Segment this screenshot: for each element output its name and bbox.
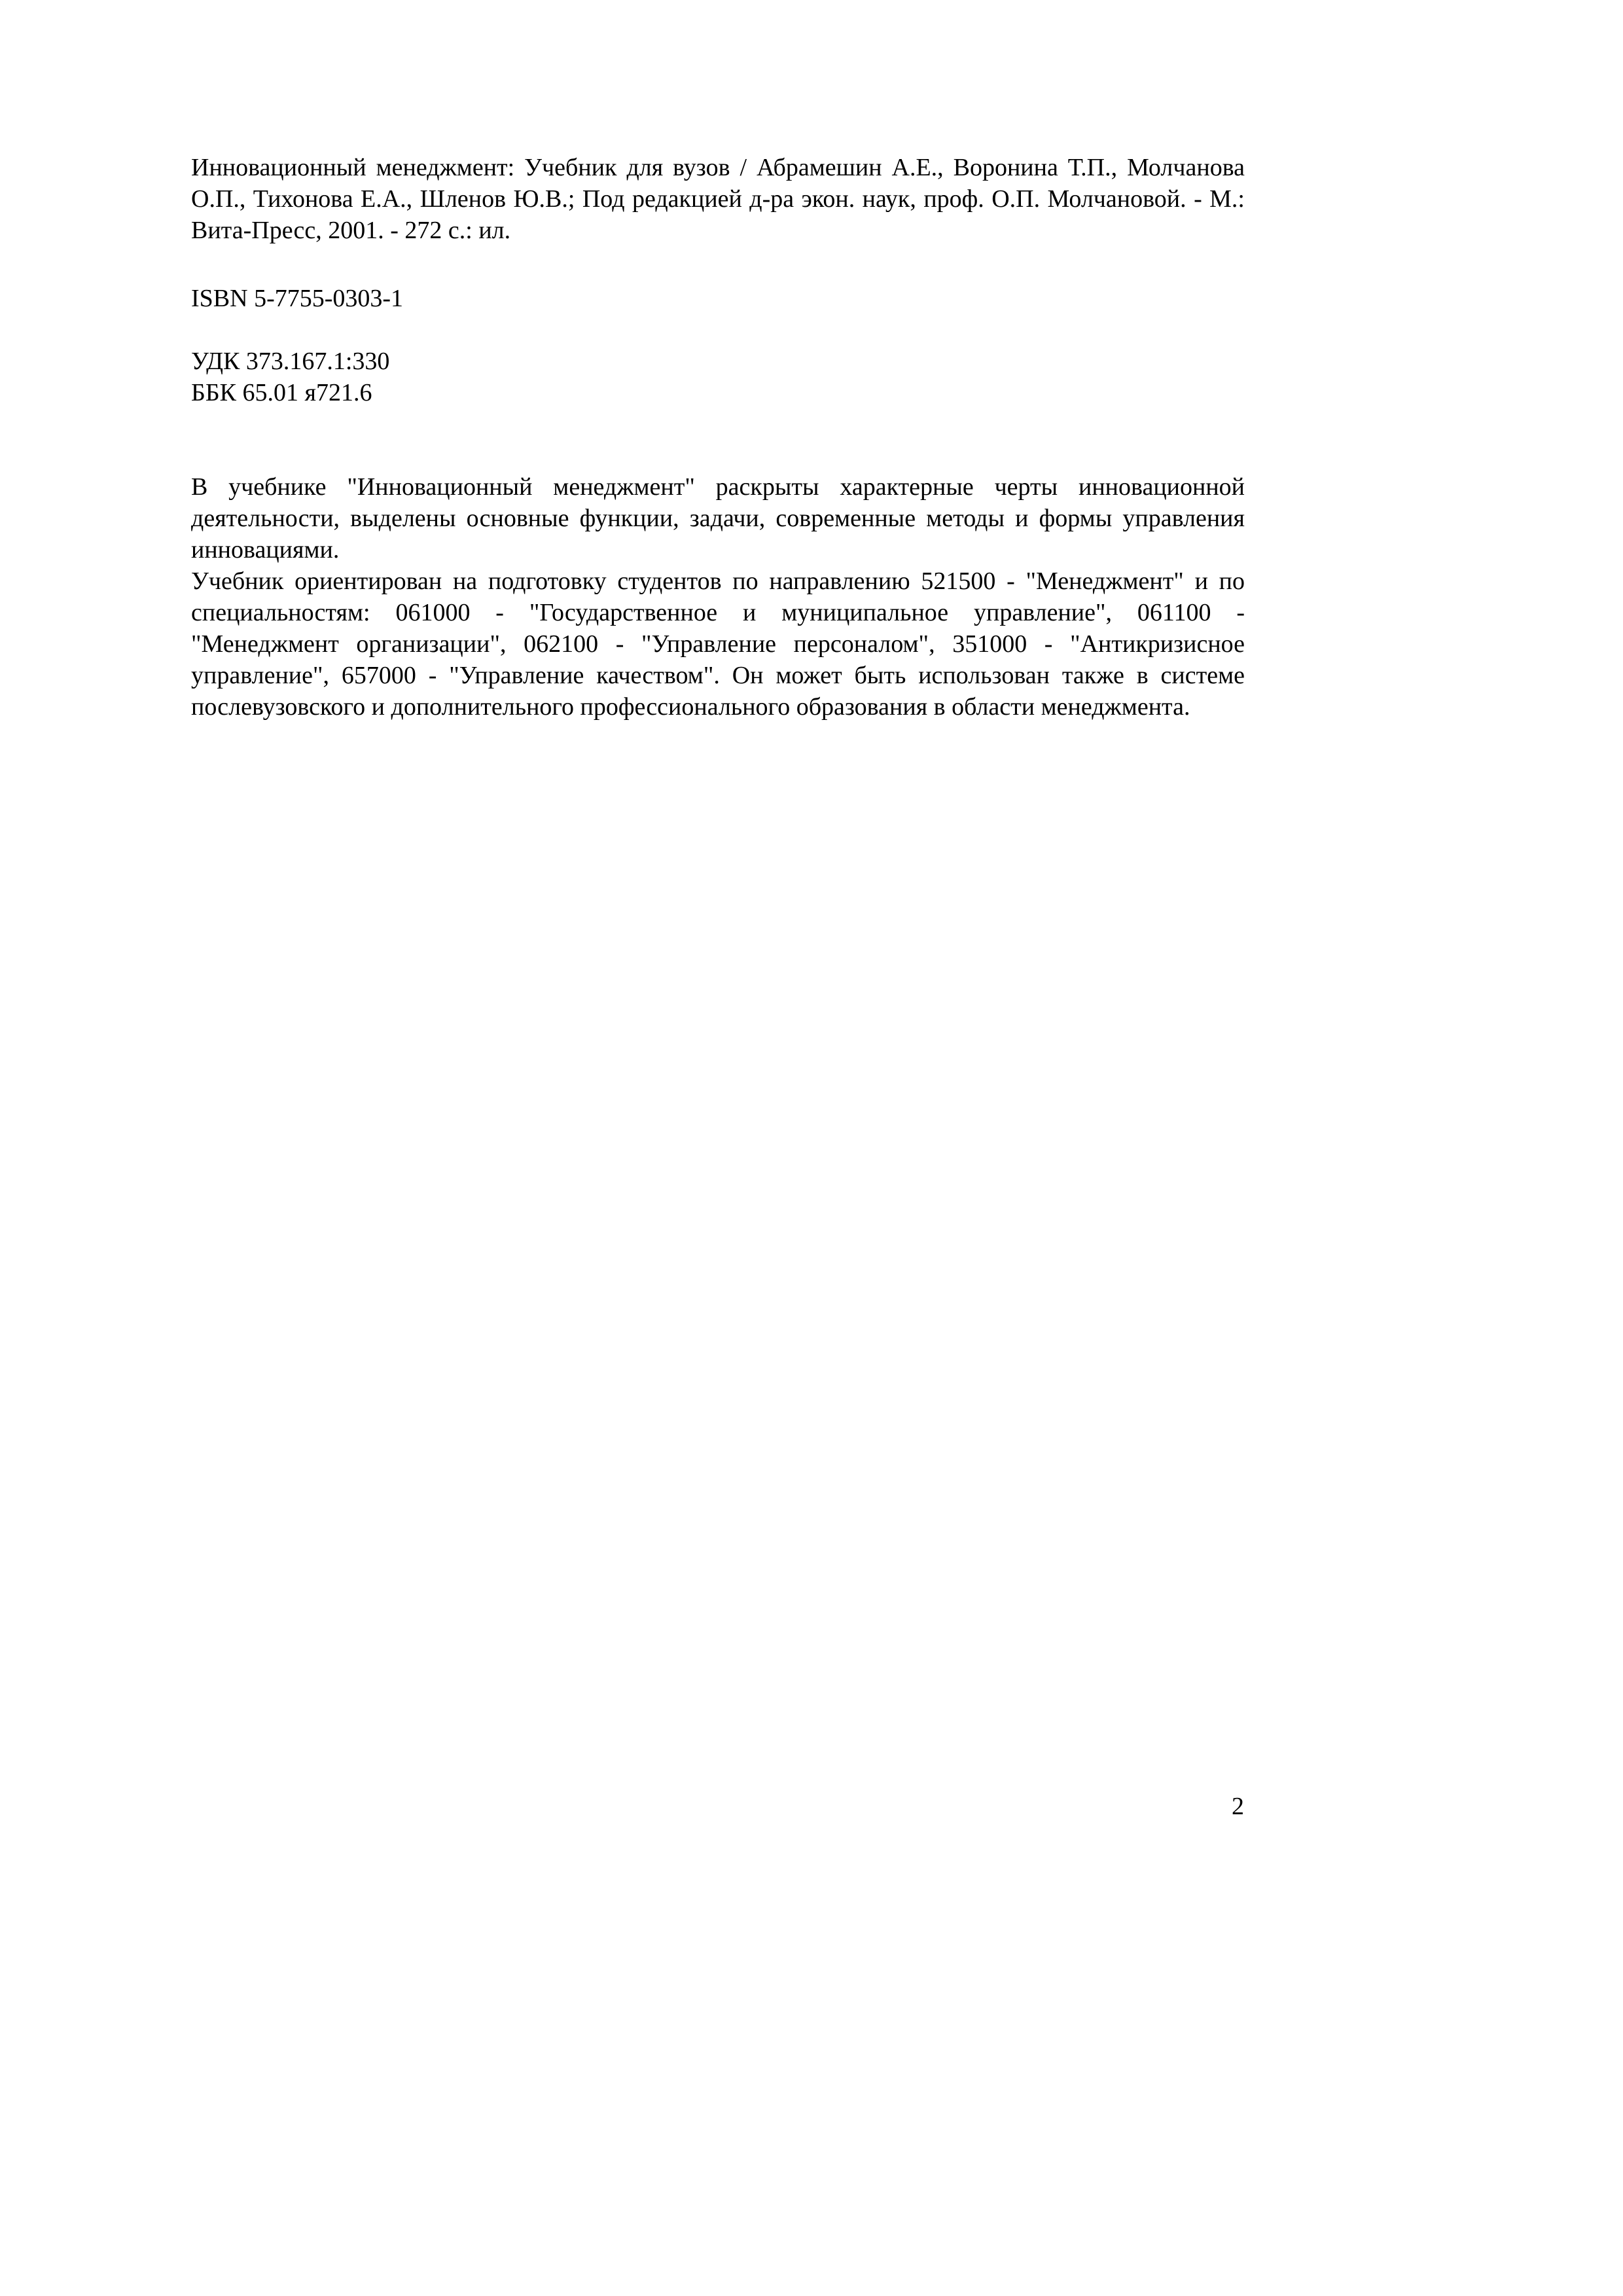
annotation	[191, 471, 1245, 723]
bibliographic-citation: Инновационный менеджмент: Учебник для вузов / Абрамешин А.Е., Воронина Т.П., Молчанова О.П., Тихонова Е.А., Шленов Ю.В.; Под редакцией д-ра экон. наук, проф. О.П. Молчановой. - М.: Вита-Пресс, 2001. - 272 с.: ил.	[191, 154, 1245, 244]
annotation-paragraph: В учебнике "Инновационный менеджмент" раскрыты характерные черты инновационной деятельности, выделены основные функции, задачи, современные методы и формы управления инновациями.	[191, 473, 1245, 564]
udk-line: УДК 373.167.1:330	[191, 348, 390, 375]
isbn-line: ISBN 5-7755-0303-1	[191, 285, 404, 312]
annotation-paragraph: Учебник ориентирован на подготовку студентов по направлению 521500 - "Менеджмент" и по специальностям: 061000 - "Государственное и муниципальное управление", 061100 - "Менеджмент организации", 062100 - "Управление персоналом", 351000 - "Антикризисное управление", 657000 - "Управление качеством". Он может быть использован также в системе послевузовского и дополнительного профессионального образования в области менеджмента.	[191, 567, 1245, 721]
bbk-line: ББК 65.01 я721.6	[191, 379, 372, 406]
page-number: 2	[1232, 1793, 1244, 1820]
